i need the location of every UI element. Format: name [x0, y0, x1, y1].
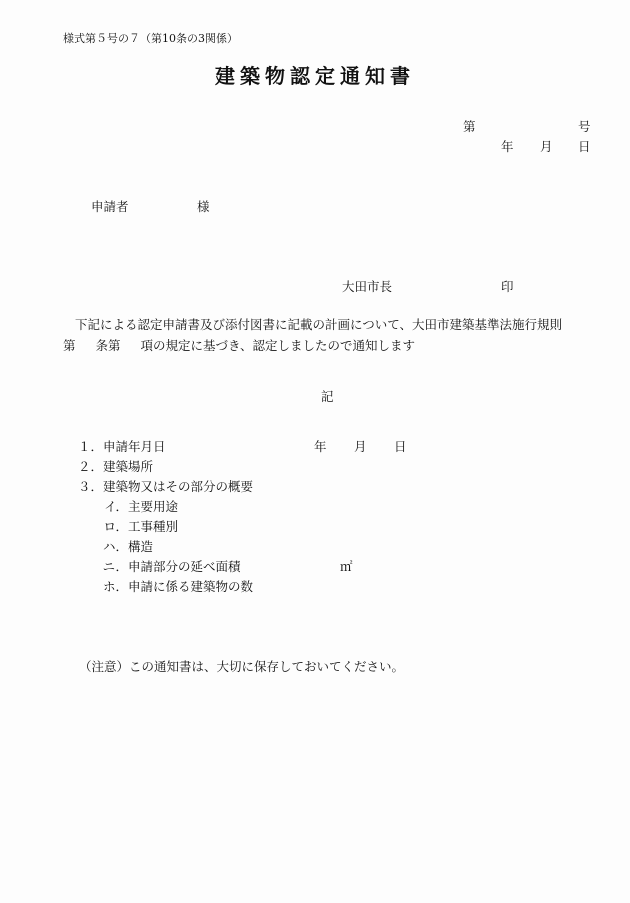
applicant-label: 申請者: [91, 199, 129, 214]
date-day: 日: [578, 139, 591, 154]
sub-list-item: [88, 517, 178, 535]
number-prefix: 第: [463, 119, 476, 134]
issuer-name: 大田市長: [342, 279, 393, 294]
item1-day: 日: [394, 439, 407, 454]
item-number: ３．: [77, 479, 103, 494]
subitem-number: ホ．: [102, 579, 128, 594]
subitem-label: 申請部分の延べ面積: [128, 559, 241, 574]
item-number: １．: [77, 439, 103, 454]
issuer-seal: 印: [501, 279, 514, 294]
area-unit: ㎡: [340, 559, 353, 574]
list-item: [63, 477, 253, 495]
item1-year: 年: [314, 439, 327, 454]
notice-body: [63, 314, 603, 356]
item-label: 建築物又はその部分の概要: [103, 479, 254, 494]
subitem-number: イ．: [104, 499, 128, 514]
ki-heading: 記: [321, 389, 334, 404]
sub-list-item: [88, 557, 241, 575]
subitem-number: ニ．: [102, 559, 128, 574]
subitem-label: 工事種別: [128, 519, 179, 534]
subitem-label: 構造: [128, 539, 154, 554]
subitem-number: ロ．: [103, 519, 128, 534]
document-title: 建築物認定通知書: [215, 64, 415, 88]
subitem-number: ハ．: [102, 539, 128, 554]
date-year: 年: [501, 139, 514, 154]
body-line-1: 下記による認定申請書及び添付図書に記載の計画について、大田市建築基準法施行規則: [75, 317, 563, 332]
sub-list-item: [88, 537, 153, 555]
body-jou: 条第: [95, 338, 121, 353]
body-dai: 第: [63, 338, 76, 353]
subitem-label: 主要用途: [128, 499, 179, 514]
body-rest: 項の規定に基づき、認定しましたので通知します: [140, 338, 416, 353]
body-line-2: [63, 335, 603, 356]
sub-list-item: [88, 577, 253, 595]
applicant-honorific: 様: [197, 199, 210, 214]
list-item: [63, 437, 166, 455]
item-label: 申請年月日: [103, 439, 166, 454]
date-month: 月: [540, 139, 553, 154]
subitem-label: 申請に係る建築物の数: [128, 579, 254, 594]
list-item: [63, 457, 153, 475]
number-suffix: 号: [578, 119, 591, 134]
item1-month: 月: [354, 439, 367, 454]
item-number: ２．: [77, 459, 103, 474]
item-label: 建築場所: [103, 459, 154, 474]
form-number: 様式第５号の７（第10条の3関係）: [63, 32, 238, 45]
sub-list-item: [88, 497, 178, 515]
note: （注意）この通知書は、大切に保存しておいてください。: [79, 659, 405, 674]
